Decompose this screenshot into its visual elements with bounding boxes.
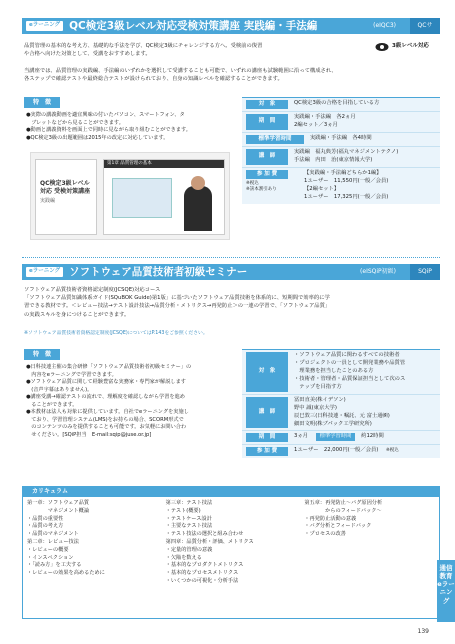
curriculum-item: ・定量的管理の意義 xyxy=(165,546,213,553)
course1-intro-b xyxy=(24,67,442,83)
info-value: 実践編・手法編 各4時間 xyxy=(310,134,372,141)
info-line: 2編セット／3ヵ月 xyxy=(294,121,338,128)
curriculum-item: ・テスト(概要) xyxy=(165,507,201,514)
section-divider xyxy=(22,257,440,258)
course2-header xyxy=(22,264,440,280)
course2-category: SQiP xyxy=(410,264,440,280)
info-row-fee xyxy=(242,168,440,204)
info-key: 参 加 費 xyxy=(246,447,288,456)
course1-intro-a xyxy=(24,42,374,58)
feature-item: ●本教材は法人も対象に提供しています。自社でeラーニングを実施し xyxy=(26,409,189,416)
info-value xyxy=(304,168,440,204)
feature-item: ており、学習管理システム(LMS)をお持ちの場合、SCORM形式で xyxy=(26,416,184,423)
info-row-target xyxy=(242,350,440,395)
info-row-period xyxy=(242,112,440,133)
fee-note: ※該本割引あり xyxy=(246,186,277,192)
feature-item: せください。[SQiP担当 E-mail:sqip@juse.or.jp] xyxy=(26,431,152,438)
curriculum-item: ・テストケース設計 xyxy=(165,515,212,522)
level-badge xyxy=(375,42,429,52)
info-value xyxy=(294,147,440,167)
info-key: 対 象 xyxy=(246,100,288,109)
fee-note: ※税込 xyxy=(386,448,399,454)
course2-features-label: 特 徴 xyxy=(24,349,60,360)
eye-icon xyxy=(375,42,389,52)
info-line: ・技術者・管理者・品質保証担当として次のス xyxy=(294,375,406,382)
info-row-lecturer xyxy=(242,395,440,432)
curriculum-item: ・再発防止活動の意義 xyxy=(304,515,357,522)
info-row-lecturer xyxy=(242,147,440,168)
feature-item: ●ソフトウェア品質に関して経験豊富な実務家・専門家が解説します xyxy=(26,379,186,386)
lecturer-head xyxy=(191,176,205,190)
feature-item: (音声字幕はありません)。 xyxy=(26,386,93,393)
curriculum-item: ・基本的なプロセスメトリクス xyxy=(165,570,239,577)
course2-title: ソフトウェア品質技術者初級セミナー xyxy=(69,265,248,278)
curriculum-item: 第三章：テスト技法 xyxy=(165,500,213,506)
intro-line: 品質管理の基本的な考え方、基礎的な手法を学び、QC検定3級にチャレンジする方へ。受検前の復習 xyxy=(24,43,263,49)
period-value: 3ヵ月 xyxy=(294,433,308,440)
info-line: 1ユーザー 17,325円(一般／会員) xyxy=(304,193,389,200)
feature-item: ●日科技連主催の集合研修「ソフトウェア品質技術者初級セミナー」の xyxy=(26,364,192,370)
curriculum-item: ・品質のマネジメント xyxy=(27,531,79,538)
feature-item: ●実際の講義動画を適宜興味の付いたパソコン、スマートフォン、タ xyxy=(26,112,185,118)
feature-item: ブレットなどから見ることができます。 xyxy=(26,119,124,126)
info-key: 参 加 費 xyxy=(246,170,288,179)
feature-item: ●講座受講→確認テストの流れで、理解度を確認しながら学習を進め xyxy=(26,394,185,401)
course-screenshot xyxy=(30,152,230,240)
info-key: 講 師 xyxy=(246,149,288,165)
info-key: 標準学習時間 xyxy=(246,135,304,144)
course1-info xyxy=(242,97,440,204)
slide-title: QC検定3級レベル対応 受検対策講座 xyxy=(40,180,91,195)
lecturer-figure xyxy=(184,186,212,231)
info-line: 【2編セット】 xyxy=(304,185,340,192)
course2-code: (eISQiP初級) xyxy=(360,267,396,275)
curriculum-item: ・品質の考え方 xyxy=(27,523,64,530)
info-line: 手法編 内田 治(東京情報大学) xyxy=(294,156,373,163)
info-line: 【実践編・手法編どちらか1編】 xyxy=(304,169,382,176)
course2-info xyxy=(242,349,440,458)
curriculum-item: 第一章：ソフトウェア品質 xyxy=(27,500,90,506)
info-line: 実践編・手法編 各2ヵ月 xyxy=(294,114,356,120)
curriculum-col-2 xyxy=(162,497,301,618)
curriculum-item: ・主要なテスト技法 xyxy=(165,523,213,530)
curriculum-item: ・インスペクション xyxy=(27,554,74,561)
intro-line: や合格へ向けた対策として、受講をおすすめします。 xyxy=(24,51,151,58)
course1-features xyxy=(26,112,238,142)
course2-intro xyxy=(24,286,442,319)
curriculum-item: ・いくつかの可視化・分析手法 xyxy=(165,577,239,584)
curriculum-item: ・テスト技法の選択と組み合わせ xyxy=(165,531,244,538)
course1-title: QC検定3級レベル対応受検対策講座 実践編・手法編 xyxy=(69,19,318,32)
feature-item: ることができます。 xyxy=(26,401,78,408)
curriculum-header: カリキュラム xyxy=(22,486,440,497)
info-line: 辰巳敦三(日科技連・嘱託、元 富士通㈱) xyxy=(294,412,390,419)
info-row-std xyxy=(242,133,440,147)
curriculum-col-1 xyxy=(23,497,162,618)
intro-line: 各ステップで確認テストや最終総合テストが設けられており、自身の知識レベルを確認することができます。 xyxy=(24,76,283,83)
info-line: テップを目指す方 xyxy=(294,383,342,390)
curriculum-item: ・プロセスの改善 xyxy=(304,531,346,538)
level-badge-label: 3級レベル対応 xyxy=(392,43,429,50)
feature-item: 内容をeラーニングで学習できます。 xyxy=(26,371,117,378)
info-key: 講 師 xyxy=(246,397,288,429)
curriculum-item: ・欠陥を数える xyxy=(165,554,202,561)
info-line: 細田文明(株ブパック工学研究所) xyxy=(294,420,372,427)
side-tab xyxy=(437,560,455,622)
course2-features xyxy=(26,364,238,439)
info-line: 1ユーザー 11,550円(一般／会員) xyxy=(304,177,389,184)
slide-sub: 実践編 xyxy=(40,197,56,204)
video-panel xyxy=(103,159,225,235)
std-time-key: 標準学習時間 xyxy=(316,433,356,441)
course1-features-label: 特 徴 xyxy=(24,97,60,108)
curriculum-item: ・レビューの効果を高めるために xyxy=(27,570,105,577)
course1-category: QCサ xyxy=(410,18,440,34)
curriculum-item: ・レビューの概要 xyxy=(27,546,69,553)
info-row-target xyxy=(242,98,440,112)
course2-note: ※ソフトウェア品質技術者資格認定制度(JCSQE)についてはP.143をご参照ください。 xyxy=(24,331,208,336)
side-tab-label: 通信教育 xyxy=(439,564,453,581)
diagram-block xyxy=(112,178,172,218)
course2-tag: eラーニング xyxy=(26,267,63,276)
curriculum-item: ・品質の重要性 xyxy=(27,515,64,522)
fee-key-wrap xyxy=(246,170,298,202)
course1-header xyxy=(22,18,440,34)
info-row-period xyxy=(242,431,440,445)
info-value xyxy=(294,350,440,394)
curriculum-item: 第五章：再発防止～バグ原因分析 xyxy=(304,500,383,506)
std-time-value: 約12時間 xyxy=(361,433,384,440)
curriculum-item: ・基本的なプロダクトメトリクス xyxy=(165,562,244,569)
course1-tag: eラーニング xyxy=(26,21,63,30)
fee-value: 1ユーザー 22,000円(一般／会員) xyxy=(294,447,379,454)
curriculum-col-3 xyxy=(300,497,439,618)
curriculum-item: 第四章：品質分析・評価、メトリクス xyxy=(165,538,254,545)
info-value xyxy=(294,431,440,444)
panel-title: 第1章 品質管理の基本 xyxy=(104,160,224,168)
info-line: 野中 誠(東京大学) xyxy=(294,404,337,411)
info-line: ・ソフトウェア品質に関わるすべての技術者 xyxy=(294,352,400,358)
info-value xyxy=(294,112,440,132)
curriculum-item: 第二章：レビュー技法 xyxy=(27,538,79,545)
feature-item: のコンテンツのみを提供することも可能です。お気軽にお問い合わ xyxy=(26,424,187,431)
info-key: 期 間 xyxy=(246,433,288,442)
info-line: 冨田直美(株イデソン) xyxy=(294,396,346,403)
feature-item: ●動画と講義資料を画面上で同時に見ながら取り組むことができます。 xyxy=(26,127,191,134)
info-row-fee xyxy=(242,445,440,458)
curriculum-item: マネジメント概論 xyxy=(27,507,90,514)
course1-code: (eIQC3) xyxy=(373,21,396,29)
fee-note: ※税込 xyxy=(246,180,259,186)
info-value: QC検定3級の合格を目指している方 xyxy=(294,100,380,106)
curriculum-item: ・バグ分析とフィードバック xyxy=(304,523,372,530)
page-number: 139 xyxy=(417,628,429,635)
info-line: ・プロジェクトの一員として開発業務や品質管 xyxy=(294,359,406,366)
curriculum-item: ・「読み方」を工夫する xyxy=(27,562,82,569)
intro-line: 習できる教材です。＜レビュー技法→テスト設計技法→品質分析・メトリクス→再発防止＞の一連の学習で、「ソフトウェア品質」 xyxy=(24,303,331,310)
curriculum-item: からのフィードバック～ xyxy=(304,507,382,514)
intro-line: ソフトウェア品質技術者資格認定制度(JCSQE)対応コース xyxy=(24,287,161,293)
info-value xyxy=(294,395,440,431)
slide-thumb xyxy=(35,159,97,235)
info-line: 理業務を担当したことのある方 xyxy=(294,367,374,374)
feature-item: ●QC検定3級の出題範囲は2015年の改定に対応しています。 xyxy=(26,134,169,141)
intro-line: 当講座では、品質管理の実践編、手法編のいずれかを選択して受講することも可能で、いずれの講座も試験範囲に沿って構成され、 xyxy=(24,68,337,74)
info-key: 対 象 xyxy=(246,352,288,392)
intro-line: の実践スキルを身につけることができます。 xyxy=(24,311,130,318)
info-key: 期 間 xyxy=(246,114,288,130)
side-tab-label: eラーニング xyxy=(437,580,455,605)
curriculum-body xyxy=(22,497,440,619)
intro-line: 「ソフトウェア品質知識体系ガイド(SQuBOK Guide)第1版」に基づいたソフトウェア品質技術を体系的に、短期間で効率的に学 xyxy=(24,295,330,302)
info-value xyxy=(294,445,440,458)
info-line: 実践編 福丸典芳(福丸マネジメントテクノ) xyxy=(294,148,399,155)
